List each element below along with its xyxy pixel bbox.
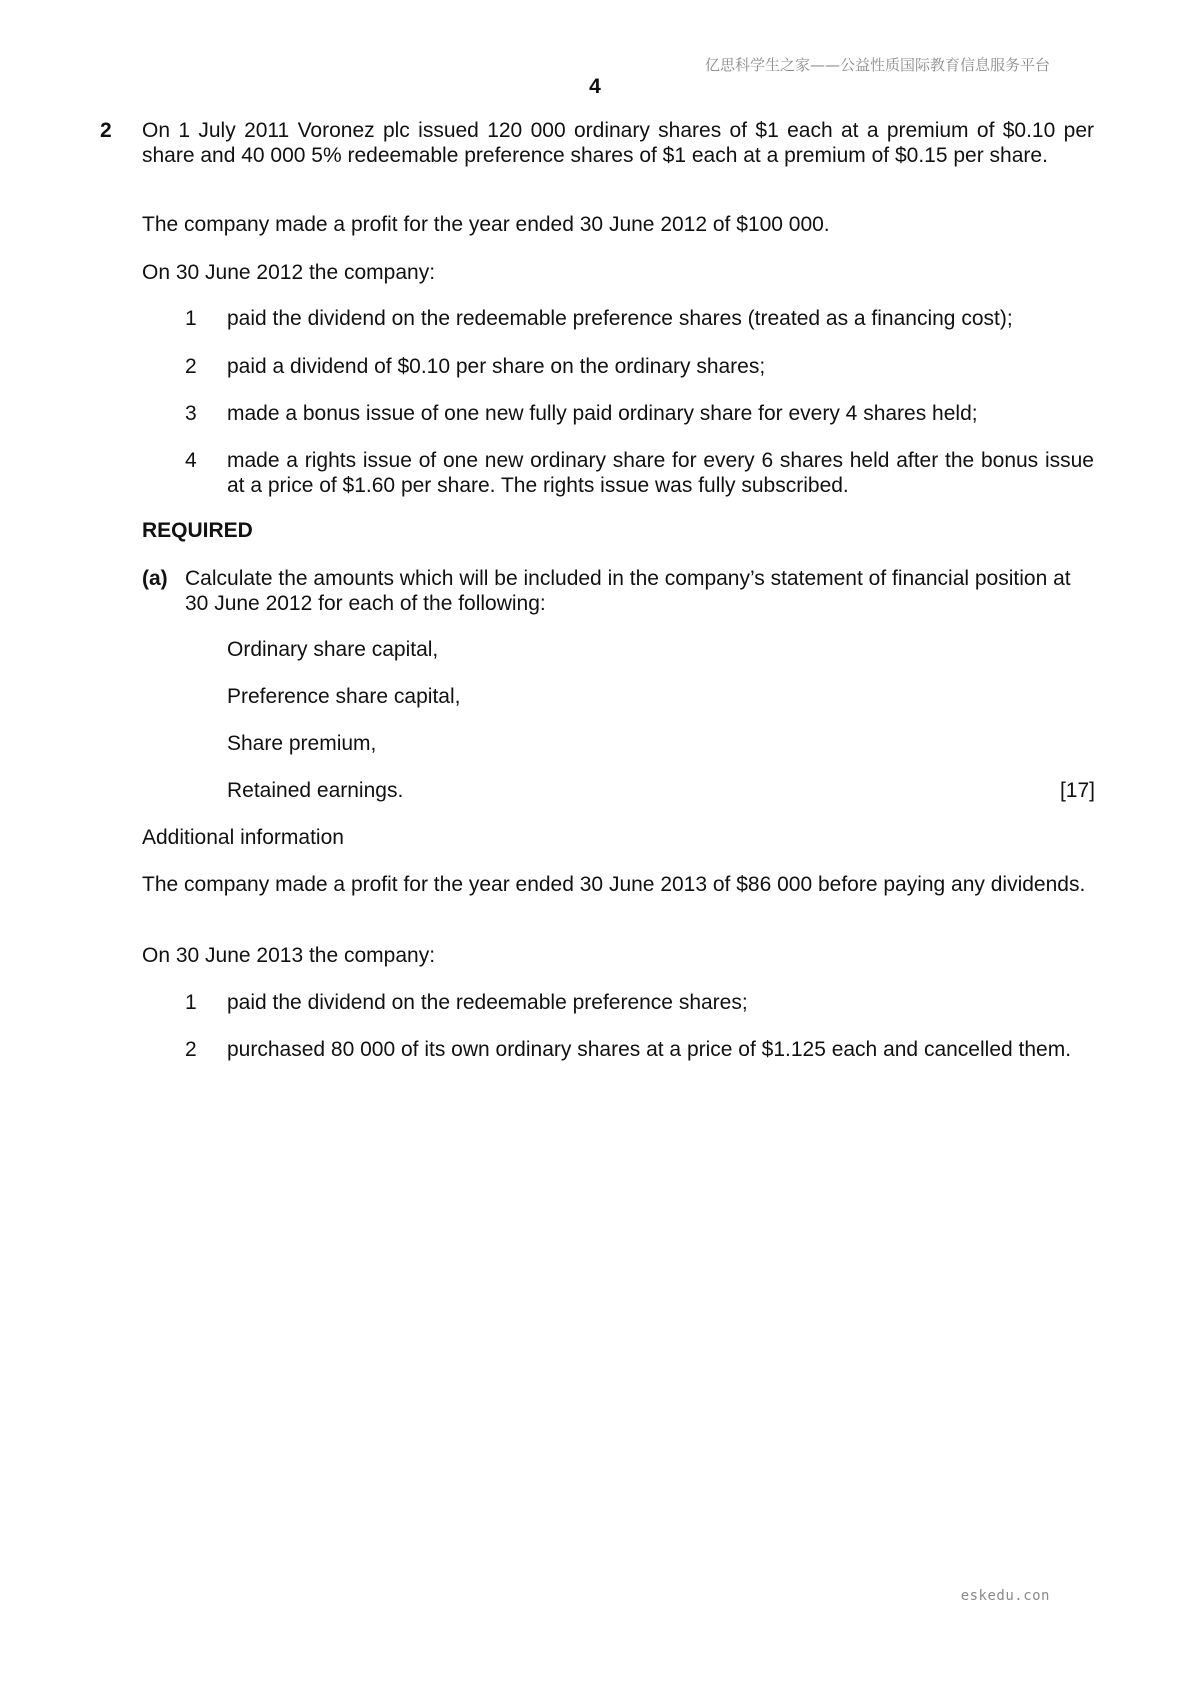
profit-2013-text: The company made a profit for the year ended 30 June 2013 of $86 000 before paying any dividends. xyxy=(142,873,1086,896)
required-list-item: Ordinary share capital, xyxy=(227,638,439,661)
required-list-item: Retained earnings. xyxy=(227,779,404,802)
list-item-number: 2 xyxy=(185,355,197,378)
part-a-label: (a) xyxy=(142,567,168,590)
watermark-top: 亿思科学生之家——公益性质国际教育信息服务平台 xyxy=(704,56,1050,74)
on-2013-heading: On 30 June 2013 the company: xyxy=(142,944,436,967)
question-number: 2 xyxy=(100,119,112,142)
profit-2012-text: The company made a profit for the year ended 30 June 2012 of $100 000. xyxy=(142,213,830,236)
page-number: 4 xyxy=(589,75,601,98)
required-list-item: Preference share capital, xyxy=(227,685,461,708)
list-item-number: 3 xyxy=(185,402,197,425)
list-item-number: 2 xyxy=(185,1038,197,1061)
list-item-number: 4 xyxy=(185,449,197,472)
additional-info-heading: Additional information xyxy=(142,826,344,849)
list-item-text: paid the dividend on the redeemable preference shares; xyxy=(227,991,748,1014)
list-item-number: 1 xyxy=(185,307,197,330)
required-heading: REQUIRED xyxy=(142,519,253,542)
list-item-text: paid the dividend on the redeemable preference shares (treated as a financing cost); xyxy=(227,307,1013,330)
on-2012-heading: On 30 June 2012 the company: xyxy=(142,261,436,284)
required-list-item: Share premium, xyxy=(227,732,377,755)
list-item-text: made a rights issue of one new ordinary share for every 6 shares held after the bonus issue at a price of $1.60 per share. The rights issue was fully subscribed. xyxy=(227,449,1094,497)
list-item-text: made a bonus issue of one new fully paid ordinary share for every 4 shares held; xyxy=(227,402,978,425)
question-intro: On 1 July 2011 Voronez plc issued 120 000 ordinary shares of $1 each at a premium of $0.10 per share and 40 000 5% redeemable preference shares of $1 each at a premium of $0.15 per share. xyxy=(142,119,1094,167)
list-item-text: paid a dividend of $0.10 per share on the ordinary shares; xyxy=(227,355,766,378)
watermark-bottom: eskedu.con xyxy=(960,1588,1050,1604)
list-item-number: 1 xyxy=(185,991,197,1014)
marks-allocation: [17] xyxy=(1059,779,1095,802)
list-item-text: purchased 80 000 of its own ordinary shares at a price of $1.125 each and cancelled them. xyxy=(227,1038,1072,1061)
part-a-text: Calculate the amounts which will be included in the company’s statement of financial position at 30 June 2012 for each of the following: xyxy=(185,567,1071,615)
